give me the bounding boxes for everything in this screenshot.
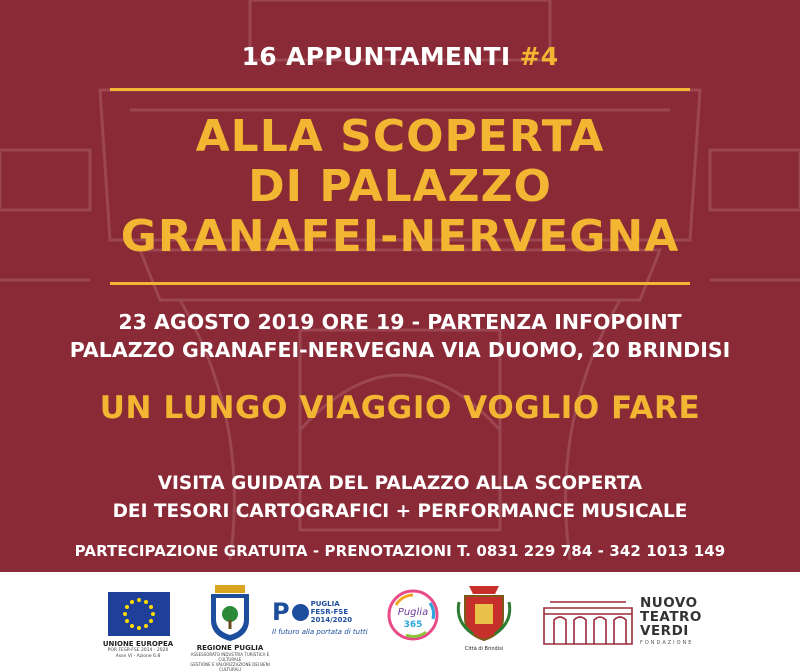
nuovo-teatro-verdi-logo — [540, 594, 710, 650]
puglia-365-logo — [386, 588, 440, 642]
event-location: PALAZZO GRANAFEI-NERVEGNA VIA DUOMO, 20 BRINDISI — [69, 338, 731, 362]
series-label — [0, 42, 800, 71]
eu-axis: Asse VI - Azione 6.8 — [115, 654, 161, 659]
booking-info: PARTECIPAZIONE GRATUITA - PRENOTAZIONI T. 0831 229 784 - 342 1013 149 — [74, 542, 726, 560]
fesr-p-glyph: P — [272, 598, 290, 626]
title-divider-top — [110, 88, 690, 91]
series-count: 16 APPUNTAMENTI — [241, 42, 511, 71]
fesr-program: FESR-FSE — [310, 608, 349, 616]
teatro-line-1: NUOVO — [640, 595, 698, 611]
regione-puglia-crest-icon — [207, 584, 253, 642]
fesr-period: 2014/2020 — [310, 616, 353, 624]
eu-flag-icon — [108, 592, 170, 636]
event-title-line-3: GRANAFEI-NERVEGNA — [120, 211, 680, 262]
fesr-tagline: Il futuro alla portata di tutti — [272, 628, 368, 636]
teatro-verdi-building-icon — [540, 594, 636, 650]
teatro-line-3: VERDI — [640, 623, 689, 639]
svg-text:Puglia: Puglia — [397, 607, 429, 618]
event-date-time: 23 AGOSTO 2019 ORE 19 - PARTENZA INFOPOINT — [118, 310, 682, 334]
event-title-line-1: ALLA SCOPERTA — [195, 111, 605, 162]
eu-caption: UNIONE EUROPEA — [102, 640, 174, 648]
eu-logo — [98, 592, 178, 660]
regione-sub-1: ASSESSORATO INDUSTRIA TURISTICA E CULTURALE — [190, 652, 270, 662]
event-description-line-2: DEI TESORI CARTOGRAFICI + PERFORMANCE MUSICALE — [112, 501, 688, 522]
brindisi-crest-icon — [453, 582, 515, 642]
event-title-line-2: DI PALAZZO — [248, 161, 552, 212]
eu-program: POR FESR-FSE 2014 - 2020 — [107, 648, 169, 653]
teatro-foundation: FONDAZIONE — [640, 640, 694, 646]
sponsor-logo-strip — [0, 572, 800, 670]
puglia-fesr-logo — [272, 598, 372, 636]
citta-di-brindisi-logo — [452, 582, 516, 652]
regione-puglia-logo — [188, 584, 272, 672]
regione-sub-2: GESTIONE E VALORIZZAZIONE DEI BENI CULTURALI — [190, 662, 270, 672]
event-subtitle: UN LUNGO VIAGGIO VOGLIO FARE — [99, 390, 701, 426]
event-description-line-1: VISITA GUIDATA DEL PALAZZO ALLA SCOPERTA — [157, 473, 643, 494]
fesr-dot-icon — [292, 604, 309, 621]
regione-caption: REGIONE PUGLIA — [196, 644, 264, 652]
fesr-brand: PUGLIA — [310, 600, 340, 608]
episode-number: #4 — [519, 42, 559, 71]
title-divider-bottom — [110, 282, 690, 285]
brindisi-caption: Città di Brindisi — [464, 646, 504, 652]
svg-text:365: 365 — [403, 620, 423, 630]
puglia-365-icon — [386, 588, 440, 642]
teatro-name — [640, 596, 702, 638]
teatro-line-2: TEATRO — [640, 609, 702, 625]
